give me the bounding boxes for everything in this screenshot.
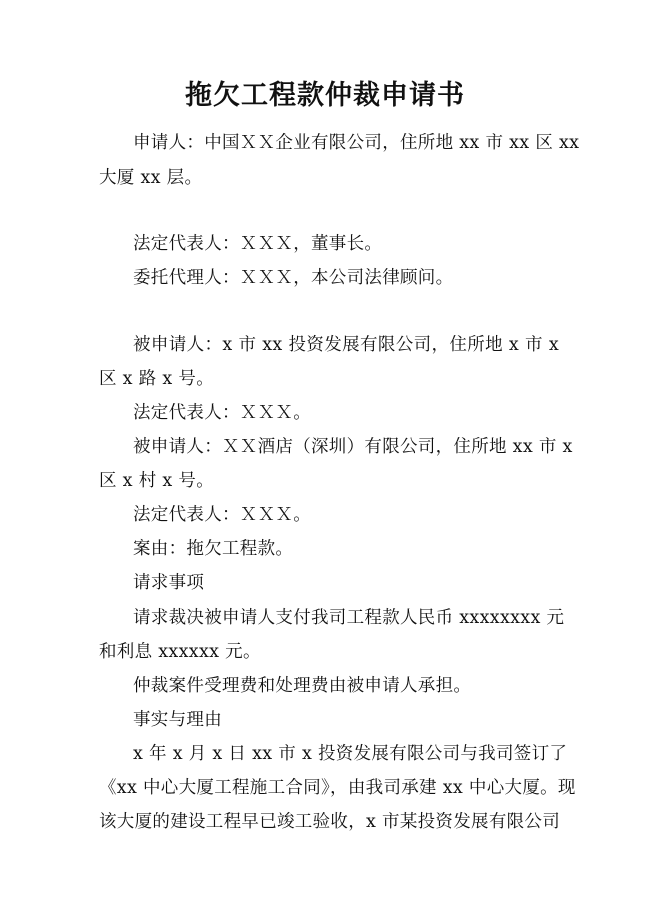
claim-1-line-1: 请求裁决被申请人支付我司工程款人民币 xxxxxxxx 元 (133, 608, 565, 628)
respondent-2-legal-rep: 法定代表人：ＸＸＸ。 (133, 505, 311, 525)
respondent-2-line-1: 被申请人：ＸＸ酒店（深圳）有限公司，住所地 xx 市 x (133, 437, 573, 457)
applicant-agent: 委托代理人：ＸＸＸ，本公司法律顾问。 (133, 268, 454, 288)
claim-1-line-2: 和利息 xxxxxx 元。 (99, 642, 261, 662)
facts-line-3: 该大厦的建设工程早已竣工验收，x 市某投资发展有限公司 (99, 812, 561, 832)
applicant-line-1: 申请人：中国ＸＸ企业有限公司，住所地 xx 市 xx 区 xx (133, 133, 580, 153)
respondent-1-line-2: 区 x 路 x 号。 (99, 369, 214, 389)
claims-heading: 请求事项 (133, 573, 205, 593)
respondent-1-line-1: 被申请人：x 市 xx 投资发展有限公司，住所地 x 市 x (133, 335, 559, 355)
claim-2: 仲裁案件受理费和处理费由被申请人承担。 (133, 676, 472, 696)
applicant-legal-rep: 法定代表人：ＸＸＸ，董事长。 (133, 234, 383, 254)
applicant-line-2: 大厦 xx 层。 (99, 168, 203, 188)
document-title: 拖欠工程款仲裁申请书 (185, 80, 465, 111)
facts-line-1: x 年 x 月 x 日 xx 市 x 投资发展有限公司与我司签订了 (133, 744, 568, 764)
respondent-1-legal-rep: 法定代表人：ＸＸＸ。 (133, 403, 311, 423)
facts-line-2: 《xx 中心大厦工程施工合同》，由我司承建 xx 中心大厦。现 (99, 778, 576, 798)
respondent-2-line-2: 区 x 村 x 号。 (99, 471, 214, 491)
case-cause: 案由：拖欠工程款。 (133, 539, 294, 559)
facts-heading: 事实与理由 (133, 710, 222, 730)
